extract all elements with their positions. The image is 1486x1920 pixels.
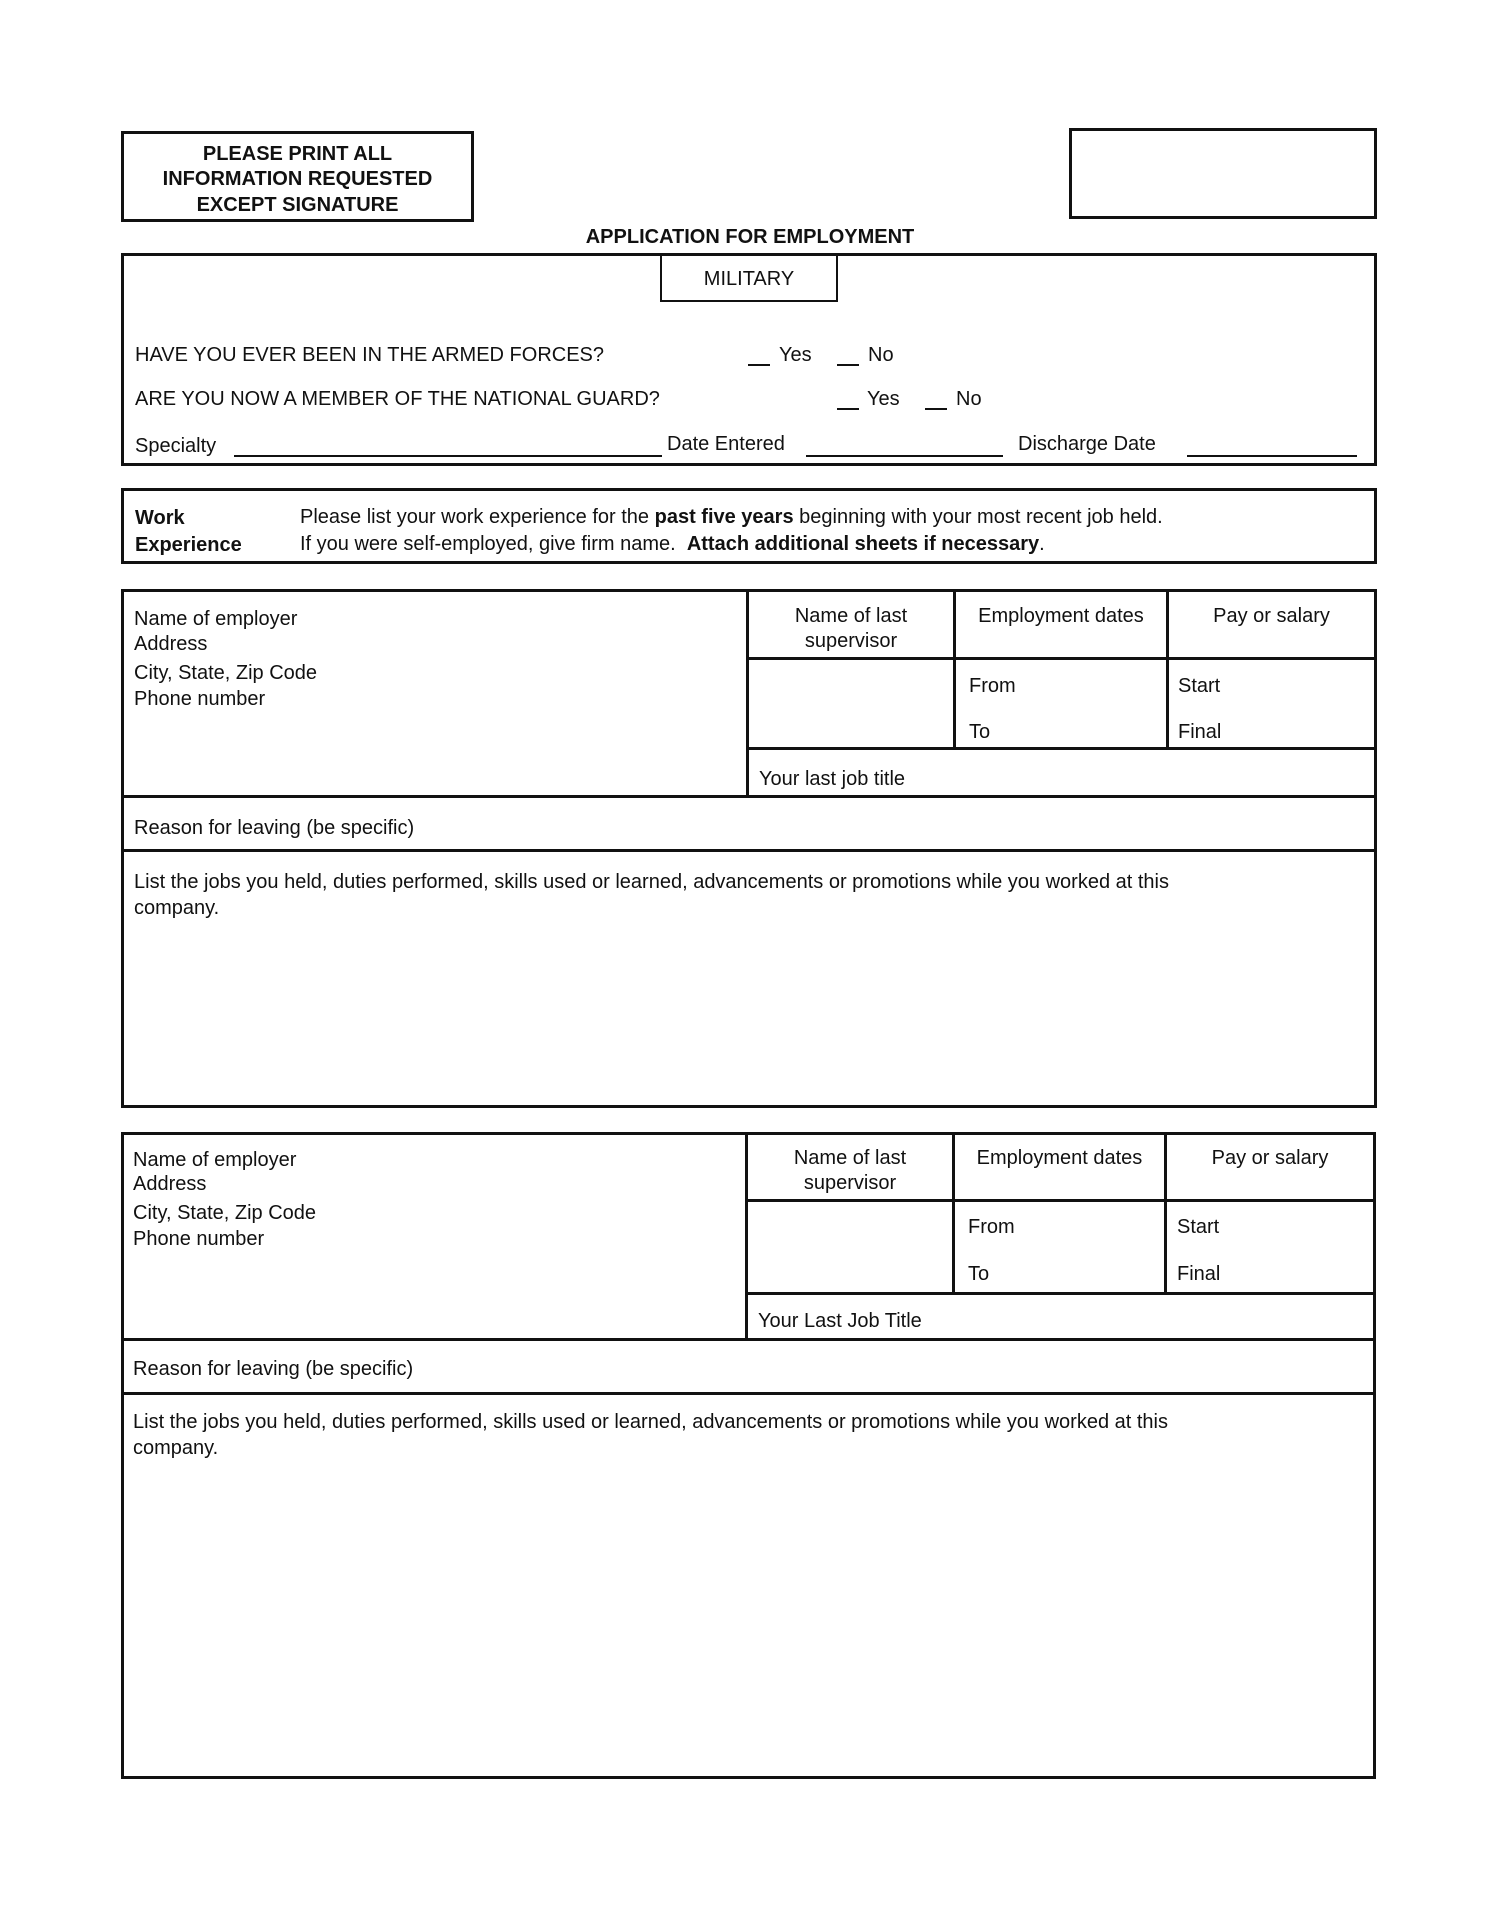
employer-2-duties-line-2: company.	[133, 1437, 219, 1459]
employer-2-duties-field[interactable]	[124, 1465, 1373, 1776]
specialty-field[interactable]	[234, 455, 662, 457]
employer-1-final-label: Final	[1178, 721, 1222, 743]
notice-line-1: PLEASE PRINT ALL	[202, 143, 393, 165]
instructions-1-post: beginning with your most recent job held.	[793, 506, 1163, 528]
date-entered-label: Date Entered	[667, 433, 785, 455]
employer-2-to-label: To	[968, 1263, 990, 1285]
employer-2-dates-rule	[745, 1292, 1376, 1295]
employer-2-supervisor-field[interactable]	[748, 1202, 952, 1292]
work-experience-heading-1: Work	[135, 507, 185, 529]
instructions-1-pre: Please list your work experience for the	[300, 506, 655, 528]
employer-1-reason-label: Reason for leaving (be specific)	[134, 817, 415, 839]
employer-1-pay-header: Pay or salary	[1213, 605, 1330, 627]
national-guard-yes-blank[interactable]	[837, 408, 859, 410]
instructions-1-bold: past five years	[654, 506, 794, 528]
employer-2-supervisor-header-2: supervisor	[803, 1172, 897, 1194]
national-guard-yes-label: Yes	[867, 388, 900, 410]
print-notice-box	[121, 131, 474, 222]
employer-1-duties-line-1: List the jobs you held, duties performed, skills used or learned, advancements or promotions while you worked at this	[134, 871, 1169, 893]
discharge-date-label: Discharge Date	[1018, 433, 1156, 455]
national-guard-question: ARE YOU NOW A MEMBER OF THE NATIONAL GUARD?	[135, 388, 660, 410]
employer-1-to-label: To	[969, 721, 991, 743]
employer-1-duties-line-2: company.	[134, 897, 220, 919]
national-guard-no-label: No	[956, 388, 982, 410]
armed-forces-no-blank[interactable]	[837, 364, 859, 366]
work-experience-heading-2: Experience	[135, 534, 242, 556]
employer-1-job-title-label: Your last job title	[759, 768, 906, 790]
notice-line-3: EXCEPT SIGNATURE	[196, 194, 399, 216]
notice-line-2: INFORMATION REQUESTED	[162, 168, 433, 190]
employer-1-dates-header: Employment dates	[978, 605, 1144, 627]
discharge-date-field[interactable]	[1187, 455, 1357, 457]
employer-1-city-label: City, State, Zip Code	[134, 662, 318, 684]
employer-2-supervisor-header-1: Name of last	[793, 1147, 907, 1169]
employer-1-supervisor-field[interactable]	[749, 660, 953, 747]
specialty-label: Specialty	[135, 435, 217, 457]
employer-1-dates-rule	[746, 747, 1377, 750]
employer-2-final-label: Final	[1177, 1263, 1221, 1285]
employer-2-duties-line-1: List the jobs you held, duties performed, skills used or learned, advancements or promotions while you worked at this	[133, 1411, 1168, 1433]
employer-1-info-field[interactable]	[124, 592, 744, 795]
instructions-2-post: .	[1039, 533, 1045, 555]
office-use-box[interactable]	[1069, 128, 1377, 219]
employer-1-title-rule	[121, 795, 1377, 798]
armed-forces-yes-blank[interactable]	[748, 364, 770, 366]
page-title: APPLICATION FOR EMPLOYMENT	[585, 226, 915, 248]
employer-2-info-field[interactable]	[124, 1135, 743, 1338]
employer-2-reason-label: Reason for leaving (be specific)	[133, 1358, 414, 1380]
employer-2-dates-header: Employment dates	[976, 1147, 1143, 1169]
national-guard-no-blank[interactable]	[925, 408, 947, 410]
instructions-2-pre: If you were self-employed, give firm name.	[300, 533, 687, 555]
employer-2-title-rule	[121, 1338, 1376, 1341]
employer-2-job-title-label: Your Last Job Title	[758, 1310, 922, 1332]
employer-2-start-label: Start	[1177, 1216, 1220, 1238]
work-experience-instructions-1	[300, 507, 1163, 527]
employer-1-start-label: Start	[1178, 675, 1221, 697]
employer-1-duties-field[interactable]	[124, 925, 1374, 1105]
employer-2-pay-header: Pay or salary	[1211, 1147, 1329, 1169]
employer-2-address-label: Address	[133, 1173, 207, 1195]
employer-1-from-label: From	[969, 675, 1016, 697]
employer-2-from-label: From	[968, 1216, 1015, 1238]
military-tab-label: MILITARY	[703, 268, 795, 290]
employer-2-name-label: Name of employer	[133, 1149, 297, 1171]
instructions-2-bold: Attach additional sheets if necessary	[686, 533, 1040, 555]
employer-1-reason-rule	[121, 849, 1377, 852]
employer-1-phone-label: Phone number	[134, 688, 266, 710]
employer-1-supervisor-header-2: supervisor	[804, 630, 898, 652]
employer-2-phone-label: Phone number	[133, 1228, 265, 1250]
military-tab	[660, 254, 838, 302]
armed-forces-no-label: No	[868, 344, 894, 366]
employer-1-supervisor-header-1: Name of last	[794, 605, 908, 627]
employer-1-name-label: Name of employer	[134, 608, 298, 630]
armed-forces-yes-label: Yes	[779, 344, 812, 366]
work-experience-instructions-2	[300, 534, 1045, 554]
employer-2-reason-rule	[121, 1392, 1376, 1395]
armed-forces-question: HAVE YOU EVER BEEN IN THE ARMED FORCES?	[135, 344, 605, 366]
date-entered-field[interactable]	[806, 455, 1003, 457]
employer-1-address-label: Address	[134, 633, 208, 655]
employer-2-city-label: City, State, Zip Code	[133, 1202, 317, 1224]
